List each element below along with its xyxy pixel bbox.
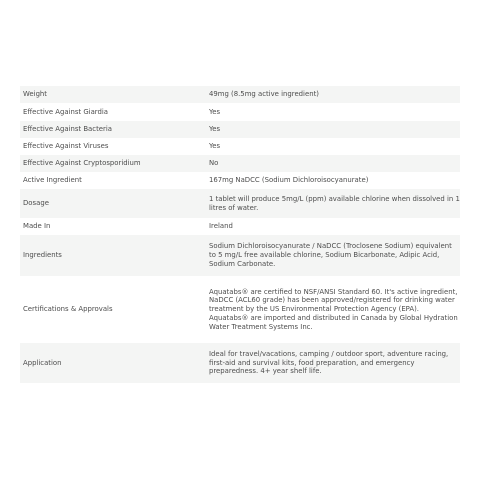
table-row: [20, 86, 460, 103]
spec-value: Ideal for travel/vacations, camping / outdoor sport, adventure racing, first-aid and survival kits, food preparation, and emergency preparedness. 4+ year shelf life.: [206, 343, 460, 383]
spec-label: Effective Against Cryptosporidium: [20, 155, 206, 172]
table-row: [20, 343, 460, 383]
table-row: [20, 121, 460, 138]
spec-label: Effective Against Viruses: [20, 138, 206, 155]
spec-value: Aquatabs® are certified to NSF/ANSI Standard 60. It's active ingredient, NaDCC (ACL60 grade) has been approved/registered for drinking water treatment by the US Environmental Protection Agency (EPA). Aquatabs® are imported and distributed in Canada by Global Hydration Water Treatment Systems Inc.: [206, 276, 460, 343]
table-row: [20, 155, 460, 172]
table-row: [20, 172, 460, 189]
spec-value: Yes: [206, 103, 460, 121]
spec-label: Weight: [20, 86, 206, 103]
spec-value: 49mg (8.5mg active ingredient): [206, 86, 460, 103]
table-row: [20, 189, 460, 218]
spec-label: Certifications & Approvals: [20, 276, 206, 343]
spec-value: Ireland: [206, 218, 460, 235]
product-specifications-table: [20, 86, 460, 383]
spec-label: Effective Against Giardia: [20, 103, 206, 121]
spec-label: Made In: [20, 218, 206, 235]
spec-value: 167mg NaDCC (Sodium Dichloroisocyanurate): [206, 172, 460, 189]
spec-label: Active Ingredient: [20, 172, 206, 189]
spec-label: Dosage: [20, 189, 206, 218]
spec-label: Effective Against Bacteria: [20, 121, 206, 138]
spec-label: Application: [20, 343, 206, 383]
spec-label: Ingredients: [20, 235, 206, 276]
spec-value: Sodium Dichloroisocyanurate / NaDCC (Troclosene Sodium) equivalent to 5 mg/L free available chlorine, Sodium Bicarbonate, Adipic Acid, Sodium Carbonate.: [206, 235, 460, 276]
table-row: [20, 235, 460, 276]
spec-value: No: [206, 155, 460, 172]
spec-value: Yes: [206, 121, 460, 138]
table-row: [20, 218, 460, 235]
table-row: [20, 103, 460, 121]
table-row: [20, 138, 460, 155]
spec-value: 1 tablet will produce 5mg/L (ppm) available chlorine when dissolved in 1 litres of water.: [206, 189, 460, 218]
table-row: [20, 276, 460, 343]
spec-value: Yes: [206, 138, 460, 155]
